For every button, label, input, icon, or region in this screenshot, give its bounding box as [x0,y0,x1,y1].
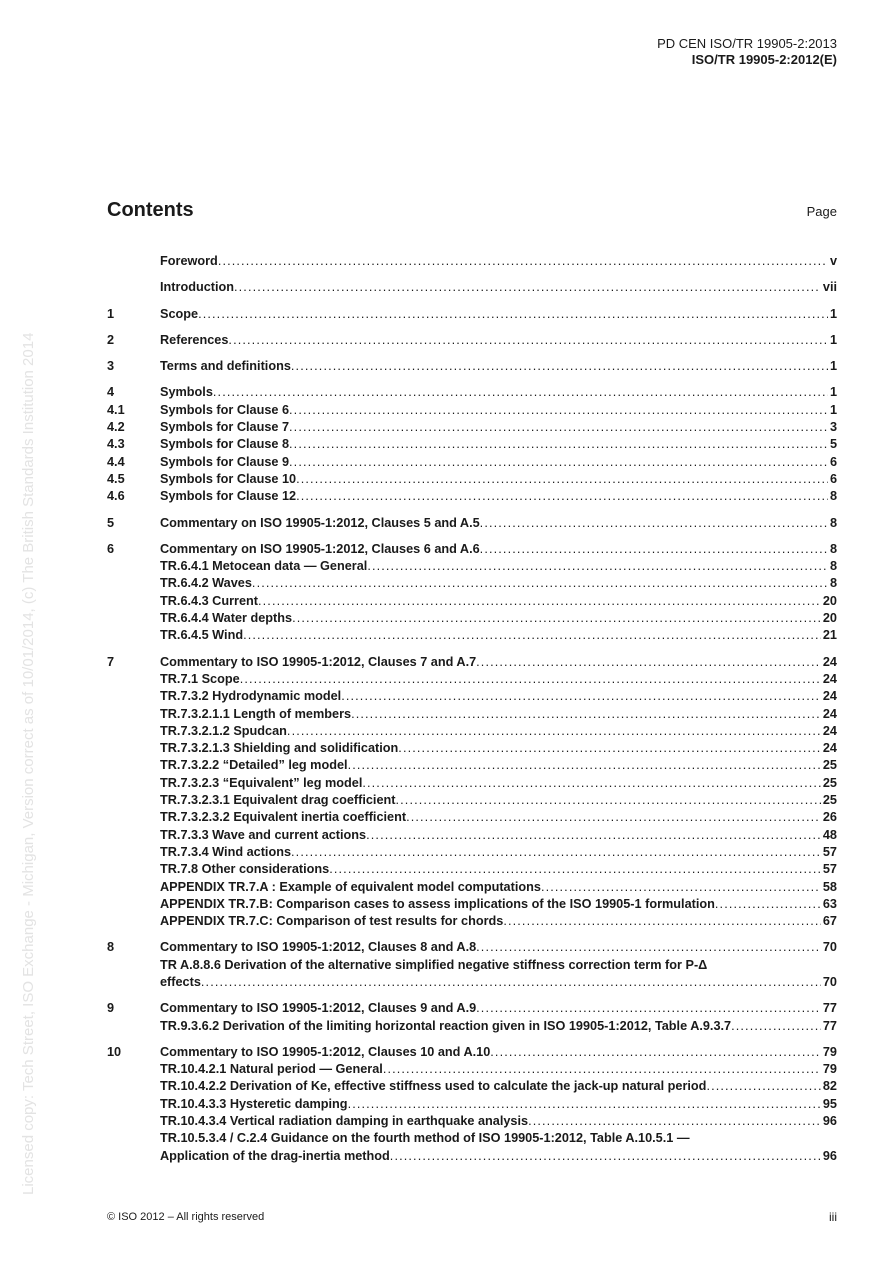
toc-leader-dots [715,897,821,911]
toc-entry-page: 70 [822,974,837,989]
toc-leader-dots [341,689,821,703]
page-title: Contents [107,199,194,221]
toc-entry[interactable] [107,1097,837,1114]
toc-entry-page: 25 [822,793,837,808]
toc-entry-number: 3 [107,359,115,374]
toc-entry[interactable] [107,359,837,376]
toc-entry-page: 24 [822,706,837,721]
toc-leader-dots [258,594,821,608]
toc-entry-page: 1 [829,402,837,417]
toc-leader-dots [398,741,821,755]
toc-entry-page: v [829,254,837,268]
toc-entry-page: 3 [829,420,837,435]
toc-entry[interactable] [107,542,837,559]
toc-entry[interactable] [107,1079,837,1096]
toc-entry-page: 8 [829,559,837,574]
license-watermark: Licensed copy: Tech Street, ISO Exchange - Michigan, Version correct as of 10/01/2014, (c) The British Standards Institution 2014 [20,332,37,1195]
toc-entry-title: Commentary to ISO 19905-1:2012, Clauses 8 and A.8 [160,940,477,955]
toc-entry-page: 77 [822,1001,837,1016]
toc-entry[interactable] [107,793,837,810]
toc-entry-title: Commentary to ISO 19905-1:2012, Clauses 7 and A.7 [160,654,477,669]
toc-leader-dots [476,940,821,954]
toc-entry-page: 96 [822,1148,837,1163]
toc-entry-page: 26 [822,810,837,825]
toc-entry[interactable] [107,437,837,454]
toc-entry-title: Commentary to ISO 19905-1:2012, Clauses 9 and A.9 [160,1001,477,1016]
toc-entry-title: Commentary to ISO 19905-1:2012, Clauses 10 and A.10 [160,1044,491,1059]
toc-leader-dots [366,828,821,842]
toc-leader-dots [348,758,821,772]
toc-leader-dots [252,576,828,590]
toc-entry[interactable] [107,880,837,897]
toc-entry-page: 57 [822,844,837,859]
toc-entry-number: 4.2 [107,420,125,435]
toc-entry-title: Introduction [160,280,234,295]
toc-entry[interactable] [107,280,837,297]
toc-leader-dots [289,455,828,469]
toc-entry-title: effects [160,974,201,989]
toc-entry-page: 24 [822,671,837,686]
toc-entry-title: TR.6.4.5 Wind [160,628,244,643]
toc-leader-dots [240,672,821,686]
toc-entry-page: 21 [822,628,837,643]
toc-leader-dots [289,403,828,417]
toc-entry-title: TR.9.3.6.2 Derivation of the limiting horizontal reaction given in ISO 19905-1:2012, Table A.9.3.7 [160,1018,732,1033]
toc-leader-dots [706,1079,820,1093]
toc-entry-title: TR.10.4.3.4 Vertical radiation damping in earthquake analysis [160,1114,529,1129]
toc-entry-page: 24 [822,723,837,738]
toc-entry-page: 79 [822,1062,837,1077]
toc-entry[interactable] [107,914,837,931]
toc-entry-page: 1 [829,306,837,321]
toc-entry[interactable] [107,940,837,957]
toc-entry[interactable] [107,611,837,628]
toc-entry-title: TR.7.3.2.3 “Equivalent” leg model [160,775,363,790]
toc-entry-title: Foreword [160,254,218,268]
toc-entry-number: 4 [107,385,115,400]
toc-entry[interactable] [107,758,837,775]
toc-leader-dots [476,1001,821,1015]
toc-entry-title: Symbols for Clause 7 [160,420,290,435]
toc-entry[interactable] [107,1114,837,1131]
toc-entry-number: 2 [107,332,115,347]
toc-entry-number: 5 [107,515,115,530]
toc-leader-dots [329,862,821,876]
toc-leader-dots [362,776,821,790]
toc-leader-dots [480,542,828,556]
toc-leader-dots [289,420,828,434]
toc-entry-page: 67 [822,914,837,929]
toc-entry-title: TR.7.1 Scope [160,671,240,686]
toc-entry-title: TR.7.3.4 Wind actions [160,844,292,859]
toc-entry-page: 95 [822,1096,837,1111]
toc-leader-dots [291,845,821,859]
toc-entry-number: 10 [107,1044,122,1059]
toc-leader-dots [367,559,828,573]
toc-entry[interactable] [107,1131,837,1148]
toc-entry-title: TR.6.4.3 Current [160,593,258,608]
toc-entry-title: TR.10.4.2.2 Derivation of Ke, effective stiffness used to calculate the jack-up natural period [160,1079,707,1094]
toc-entry-title: TR.7.3.2.3.1 Equivalent drag coefficient [160,793,396,808]
toc-entry-number: 4.5 [107,471,125,486]
toc-entry-title: TR.7.3.2.3.2 Equivalent inertia coefficient [160,810,407,825]
toc-entry-title: TR.7.3.2.2 “Detailed” leg model [160,758,348,773]
toc-entry[interactable] [107,1001,837,1018]
toc-entry-page: 8 [829,515,837,530]
toc-entry-title: TR.7.3.3 Wave and current actions [160,827,367,842]
toc-entry-number: 4.1 [107,402,125,417]
toc-leader-dots [396,793,821,807]
toc-leader-dots [292,611,821,625]
toc-entry-page: 1 [829,385,837,400]
toc-entry[interactable] [107,1149,837,1166]
toc-entry-title: TR.6.4.4 Water depths [160,611,293,626]
header-line-1: PD CEN ISO/TR 19905-2:2013 [657,36,837,51]
toc-entry-title: Symbols for Clause 8 [160,437,290,452]
toc-entry-title: Scope [160,306,199,321]
header-line-2: ISO/TR 19905-2:2012(E) [691,52,837,67]
toc-leader-dots [243,628,821,642]
footer-copyright: © ISO 2012 – All rights reserved [107,1211,265,1223]
toc-entry-title: TR.7.8 Other considerations [160,862,330,877]
toc-entry-title: APPENDIX TR.7.B: Comparison cases to assess implications of the ISO 19905-1 formulation [160,896,715,911]
toc-entry-page: 8 [829,576,837,591]
footer-page-number: iii [829,1210,837,1224]
toc-entry[interactable] [107,862,837,879]
toc-entry-title: TR.7.3.2 Hydrodynamic model [160,689,342,704]
toc-entry-title: TR.10.5.3.4 / C.2.4 Guidance on the fourth method of ISO 19905-1:2012, Table A.10.5.1 — [160,1131,690,1146]
toc-entry-number: 8 [107,940,115,955]
toc-leader-dots [490,1045,821,1059]
toc-leader-dots [234,280,821,294]
toc-entry-title: Application of the drag-inertia method [160,1148,390,1163]
toc-entry[interactable] [107,254,837,271]
toc-entry[interactable] [107,628,837,645]
toc-entry-title: TR.6.4.2 Waves [160,576,252,591]
table-of-contents [107,254,837,1166]
toc-entry[interactable] [107,828,837,845]
toc-entry-number: 6 [107,541,115,556]
toc-leader-dots [528,1114,821,1128]
toc-entry-number: 9 [107,1001,115,1016]
toc-entry[interactable] [107,420,837,437]
toc-entry-title: TR.7.3.2.1.2 Spudcan [160,723,287,738]
toc-leader-dots [476,655,821,669]
toc-entry-page: 24 [822,741,837,756]
toc-entry-title: TR.7.3.2.1.1 Length of members [160,706,352,721]
toc-entry-page: 25 [822,775,837,790]
toc-entry-title: Terms and definitions [160,359,291,374]
toc-entry-title: TR.10.4.2.1 Natural period — General [160,1062,383,1077]
toc-entry-title: TR A.8.8.6 Derivation of the alternative simplified negative stiffness correction term for P-Δ [160,957,708,972]
toc-entry[interactable] [107,489,837,506]
toc-entry[interactable] [107,672,837,689]
toc-entry[interactable] [107,958,837,975]
toc-leader-dots [731,1019,821,1033]
document-header [657,36,837,68]
toc-entry-page: 24 [822,689,837,704]
toc-entry-title: APPENDIX TR.7.A : Example of equivalent model computations [160,879,541,894]
toc-entry-page: 77 [822,1018,837,1033]
toc-leader-dots [228,333,828,347]
toc-entry-page: 6 [829,471,837,486]
toc-leader-dots [503,914,821,928]
toc-leader-dots [383,1062,821,1076]
toc-entry-title: TR.6.4.1 Metocean data — General [160,559,368,574]
toc-leader-dots [291,359,828,373]
toc-entry[interactable] [107,1019,837,1036]
toc-leader-dots [296,472,828,486]
toc-entry-number: 4.3 [107,437,125,452]
toc-entry-page: 58 [822,879,837,894]
toc-entry[interactable] [107,810,837,827]
toc-entry-title: Symbols for Clause 6 [160,402,290,417]
toc-entry-title: Symbols [160,385,213,400]
toc-entry-page: 96 [822,1114,837,1129]
toc-entry[interactable] [107,655,837,672]
toc-entry-title: Commentary on ISO 19905-1:2012, Clauses 5 and A.5 [160,515,480,530]
toc-entry[interactable] [107,516,837,533]
toc-leader-dots [198,307,828,321]
toc-entry[interactable] [107,689,837,706]
toc-entry-page: 6 [829,454,837,469]
toc-leader-dots [218,254,828,268]
toc-entry[interactable] [107,403,837,420]
toc-entry-number: 4.4 [107,454,125,469]
toc-entry-title: References [160,332,229,347]
toc-entry[interactable] [107,385,837,402]
toc-leader-dots [390,1149,821,1163]
toc-entry-page: 1 [829,332,837,347]
toc-leader-dots [289,437,828,451]
toc-entry[interactable] [107,1045,837,1062]
toc-entry[interactable] [107,897,837,914]
toc-entry-page: 82 [822,1079,837,1094]
toc-entry-title: Symbols for Clause 10 [160,471,297,486]
toc-entry-title: Commentary on ISO 19905-1:2012, Clauses 6 and A.6 [160,541,480,556]
toc-entry[interactable] [107,455,837,472]
toc-entry[interactable] [107,724,837,741]
toc-entry[interactable] [107,1062,837,1079]
toc-entry-number: 1 [107,306,115,321]
toc-entry-page: 57 [822,862,837,877]
toc-leader-dots [406,810,821,824]
toc-entry-number: 7 [107,654,115,669]
toc-leader-dots [213,385,828,399]
toc-entry-page: 24 [822,654,837,669]
toc-entry-page: 25 [822,758,837,773]
toc-entry-page: 8 [829,489,837,504]
toc-entry-page: 1 [829,359,837,374]
toc-entry-page: 48 [822,827,837,842]
toc-entry-title: TR.7.3.2.1.3 Shielding and solidification [160,741,399,756]
toc-leader-dots [287,724,821,738]
toc-leader-dots [351,707,821,721]
toc-entry-page: 5 [829,437,837,452]
toc-entry[interactable] [107,559,837,576]
toc-entry-title: APPENDIX TR.7.C: Comparison of test results for chords [160,914,504,929]
toc-entry[interactable] [107,975,837,992]
toc-leader-dots [541,880,821,894]
toc-entry-title: Symbols for Clause 9 [160,454,290,469]
page-column-label: Page [806,204,837,219]
toc-entry-page: 79 [822,1044,837,1059]
toc-leader-dots [201,975,821,989]
toc-entry[interactable] [107,472,837,489]
toc-entry[interactable] [107,845,837,862]
toc-entry[interactable] [107,707,837,724]
toc-entry-page: 20 [822,593,837,608]
toc-entry-title: Symbols for Clause 12 [160,489,297,504]
toc-entry-title: TR.10.4.3.3 Hysteretic damping [160,1096,348,1111]
toc-entry-page: 20 [822,611,837,626]
toc-leader-dots [296,489,828,503]
toc-entry[interactable] [107,576,837,593]
toc-entry-page: 70 [822,940,837,955]
toc-entry-number: 4.6 [107,489,125,504]
toc-leader-dots [348,1097,821,1111]
toc-entry-page: vii [822,280,837,295]
toc-entry[interactable] [107,307,837,324]
toc-entry[interactable] [107,594,837,611]
toc-entry[interactable] [107,741,837,758]
toc-entry-page: 63 [822,896,837,911]
toc-entry-page: 8 [829,541,837,556]
toc-entry[interactable] [107,333,837,350]
toc-entry[interactable] [107,776,837,793]
toc-leader-dots [480,516,828,530]
